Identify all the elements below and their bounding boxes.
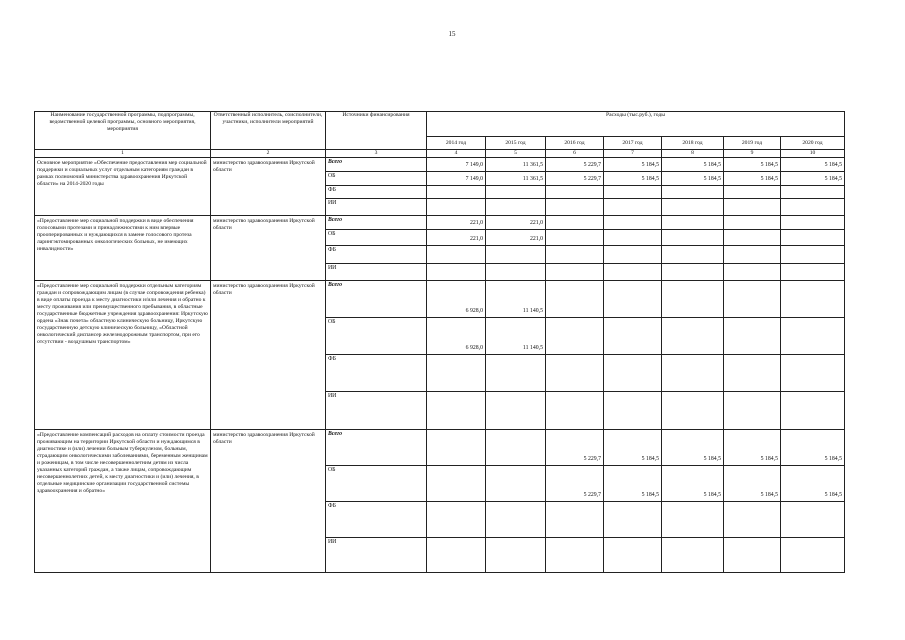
amount-cell: 221,0: [486, 216, 546, 230]
amount-cell: 7 149,0: [427, 172, 486, 186]
amount-cell: [427, 538, 486, 573]
amount-cell: [781, 502, 845, 538]
funding-source: ФБ: [326, 502, 427, 538]
program-name: «Предоставление компенсаций расходов на оплату стоимости проезда проживающим на территории Иркутской области и нуждающимся в диагностике и (или) лечении больным туберкулезом, больным, страдающим онкологическими заболеваниями, беременным женщинам и роженицам, в том числе несовершеннолетним детям из числа указанных категорий граждан, а также лицам, сопровождающим несовершеннолетних детей, к месту диагностики и (или) лечения, в отдельные медицинские организации государственной системы здравоохранения и обратно»: [35, 430, 211, 573]
amount-cell: [662, 199, 724, 216]
amount-cell: [604, 264, 662, 281]
amount-cell: [546, 355, 604, 392]
amount-cell: [781, 246, 845, 264]
column-number: 7: [604, 150, 662, 158]
funding-source: ОБ: [326, 230, 427, 246]
amount-cell: 5 229,7: [546, 172, 604, 186]
header-row: [35, 112, 845, 137]
amount-cell: [486, 502, 546, 538]
amount-cell: [724, 230, 781, 246]
amount-cell: [546, 230, 604, 246]
table-row: [35, 216, 845, 230]
column-number: 9: [724, 150, 781, 158]
responsible-executor: министерство здравоохранения Иркутской области: [211, 430, 326, 573]
amount-cell: [546, 538, 604, 573]
amount-cell: [427, 264, 486, 281]
header-year: 2018 год: [662, 137, 724, 150]
amount-cell: [724, 392, 781, 430]
amount-cell: 5 184,5: [781, 158, 845, 172]
amount-cell: [427, 186, 486, 199]
amount-cell: [546, 264, 604, 281]
column-number: 2: [211, 150, 326, 158]
amount-cell: 5 184,5: [724, 466, 781, 502]
amount-cell: [427, 392, 486, 430]
responsible-executor: министерство здравоохранения Иркутской области: [211, 158, 326, 216]
column-number: 6: [546, 150, 604, 158]
funding-source: ФБ: [326, 186, 427, 199]
amount-cell: [724, 264, 781, 281]
column-number: 10: [781, 150, 845, 158]
amount-cell: 5 184,5: [724, 158, 781, 172]
amount-cell: [662, 264, 724, 281]
amount-cell: 5 184,5: [604, 172, 662, 186]
amount-cell: [724, 246, 781, 264]
amount-cell: [781, 264, 845, 281]
funding-source: Всего: [326, 281, 427, 318]
amount-cell: [662, 216, 724, 230]
amount-cell: [546, 199, 604, 216]
amount-cell: 5 229,7: [546, 430, 604, 466]
amount-cell: 5 184,5: [724, 172, 781, 186]
amount-cell: [604, 246, 662, 264]
header-year: 2014 год: [427, 137, 486, 150]
funding-source: Всего: [326, 158, 427, 172]
amount-cell: 5 184,5: [662, 172, 724, 186]
amount-cell: [427, 502, 486, 538]
amount-cell: 11 140,5: [486, 318, 546, 355]
amount-cell: [724, 186, 781, 199]
amount-cell: [662, 230, 724, 246]
amount-cell: [604, 216, 662, 230]
amount-cell: [546, 281, 604, 318]
table-body: [35, 112, 845, 573]
amount-cell: 6 928,0: [427, 281, 486, 318]
amount-cell: [781, 318, 845, 355]
amount-cell: [781, 199, 845, 216]
amount-cell: [427, 199, 486, 216]
amount-cell: [427, 430, 486, 466]
amount-cell: 11 361,5: [486, 172, 546, 186]
table-row: [35, 158, 845, 172]
amount-cell: [724, 502, 781, 538]
amount-cell: [486, 199, 546, 216]
amount-cell: 5 229,7: [546, 466, 604, 502]
amount-cell: [427, 466, 486, 502]
amount-cell: [604, 281, 662, 318]
amount-cell: 5 184,5: [604, 466, 662, 502]
amount-cell: 5 184,5: [781, 172, 845, 186]
amount-cell: [724, 216, 781, 230]
amount-cell: [662, 392, 724, 430]
amount-cell: [781, 538, 845, 573]
header-col-name: Наименование государственной программы, подпрограммы, ведомственной целевой программы, основного мероприятия, мероприятия: [35, 112, 211, 150]
amount-cell: [662, 355, 724, 392]
funding-source: ФБ: [326, 246, 427, 264]
funding-source: ОБ: [326, 318, 427, 355]
amount-cell: [546, 502, 604, 538]
amount-cell: [604, 199, 662, 216]
funding-source: ОБ: [326, 466, 427, 502]
amount-cell: [724, 281, 781, 318]
header-year: 2016 год: [546, 137, 604, 150]
amount-cell: 5 229,7: [546, 158, 604, 172]
column-number-row: [35, 150, 845, 158]
page-number: 15: [448, 30, 456, 38]
amount-cell: [427, 355, 486, 392]
funding-source: ИИ: [326, 538, 427, 573]
funding-source: Всего: [326, 216, 427, 230]
amount-cell: [486, 246, 546, 264]
amount-cell: 5 184,5: [662, 430, 724, 466]
funding-source: ИИ: [326, 199, 427, 216]
amount-cell: [662, 318, 724, 355]
header-year: 2020 год: [781, 137, 845, 150]
amount-cell: [604, 502, 662, 538]
responsible-executor: министерство здравоохранения Иркутской области: [211, 216, 326, 281]
column-number: 5: [486, 150, 546, 158]
amount-cell: [724, 538, 781, 573]
program-name: Основное мероприятие «Обеспечение предоставления мер социальной поддержки и социальных услуг отдельным категориям граждан в рамках полномочий министерства здравоохранения Иркутской области» на 2014-2020 годы: [35, 158, 211, 216]
amount-cell: [604, 230, 662, 246]
funding-source: ФБ: [326, 355, 427, 392]
amount-cell: 11 140,5: [486, 281, 546, 318]
amount-cell: 5 184,5: [604, 430, 662, 466]
amount-cell: [546, 216, 604, 230]
amount-cell: [781, 392, 845, 430]
funding-source: ИИ: [326, 392, 427, 430]
header-year: 2019 год: [724, 137, 781, 150]
budget-table: [34, 111, 845, 573]
amount-cell: [724, 318, 781, 355]
amount-cell: 5 184,5: [604, 158, 662, 172]
amount-cell: 7 149,0: [427, 158, 486, 172]
header-col-sources: Источники финансирования: [326, 112, 427, 150]
amount-cell: [546, 318, 604, 355]
amount-cell: [724, 355, 781, 392]
amount-cell: [486, 264, 546, 281]
responsible-executor: министерство здравоохранения Иркутской области: [211, 281, 326, 430]
amount-cell: [604, 355, 662, 392]
amount-cell: [724, 199, 781, 216]
program-name: «Предоставление мер социальной поддержки отдельным категориям граждан и сопровождающим лицам (в случае сопровождения ребенка) в виде оплаты проезда к месту диагностики и/или лечения и обратно к месту проживания или преимущественного пребывания, в областные государственные бюджетные учреждения здравоохранения: Иркутскую ордена «Знак почета» областную клиническую больницу, Иркутскую государственную детскую клиническую больницу, «Областной онкологический диспансер железнодорожным транспортом, при его отсутствии - воздушным транспортом»: [35, 281, 211, 430]
amount-cell: [662, 538, 724, 573]
amount-cell: [604, 538, 662, 573]
amount-cell: [781, 355, 845, 392]
column-number: 3: [326, 150, 427, 158]
amount-cell: 11 361,5: [486, 158, 546, 172]
amount-cell: 5 184,5: [662, 158, 724, 172]
amount-cell: [604, 186, 662, 199]
amount-cell: [486, 538, 546, 573]
amount-cell: [781, 216, 845, 230]
header-year: 2017 год: [604, 137, 662, 150]
amount-cell: [486, 466, 546, 502]
amount-cell: 6 928,0: [427, 318, 486, 355]
header-expenses: Расходы (тыс.руб.), годы: [427, 112, 845, 137]
amount-cell: 221,0: [427, 216, 486, 230]
table-row: [35, 281, 845, 318]
amount-cell: [662, 246, 724, 264]
amount-cell: [662, 502, 724, 538]
amount-cell: [662, 186, 724, 199]
amount-cell: [486, 355, 546, 392]
amount-cell: [546, 186, 604, 199]
amount-cell: [781, 230, 845, 246]
funding-source: Всего: [326, 430, 427, 466]
program-name: «Предоставление мер социальной поддержки в виде обеспечения голосовыми протезами и принадлежностями к ним впервые прооперированных и нуждающихся в замене голосового протеза ларингэктомированных онкологических больных, не имеющих инвалидности»: [35, 216, 211, 281]
column-number: 8: [662, 150, 724, 158]
amount-cell: [486, 186, 546, 199]
amount-cell: [546, 392, 604, 430]
amount-cell: [486, 430, 546, 466]
amount-cell: [662, 281, 724, 318]
amount-cell: [781, 281, 845, 318]
amount-cell: [604, 392, 662, 430]
column-number: 1: [35, 150, 211, 158]
amount-cell: 221,0: [427, 230, 486, 246]
header-col-responsible: Ответственный исполнитель, соисполнители, участники, исполнители мероприятий: [211, 112, 326, 150]
amount-cell: 5 184,5: [724, 430, 781, 466]
amount-cell: [427, 246, 486, 264]
amount-cell: [486, 392, 546, 430]
amount-cell: [604, 318, 662, 355]
funding-source: ИИ: [326, 264, 427, 281]
amount-cell: 5 184,5: [662, 466, 724, 502]
table-row: [35, 430, 845, 466]
amount-cell: [546, 246, 604, 264]
funding-source: ОБ: [326, 172, 427, 186]
column-number: 4: [427, 150, 486, 158]
amount-cell: 221,0: [486, 230, 546, 246]
header-year: 2015 год: [486, 137, 546, 150]
amount-cell: 5 184,5: [781, 430, 845, 466]
amount-cell: 5 184,5: [781, 466, 845, 502]
amount-cell: [781, 186, 845, 199]
